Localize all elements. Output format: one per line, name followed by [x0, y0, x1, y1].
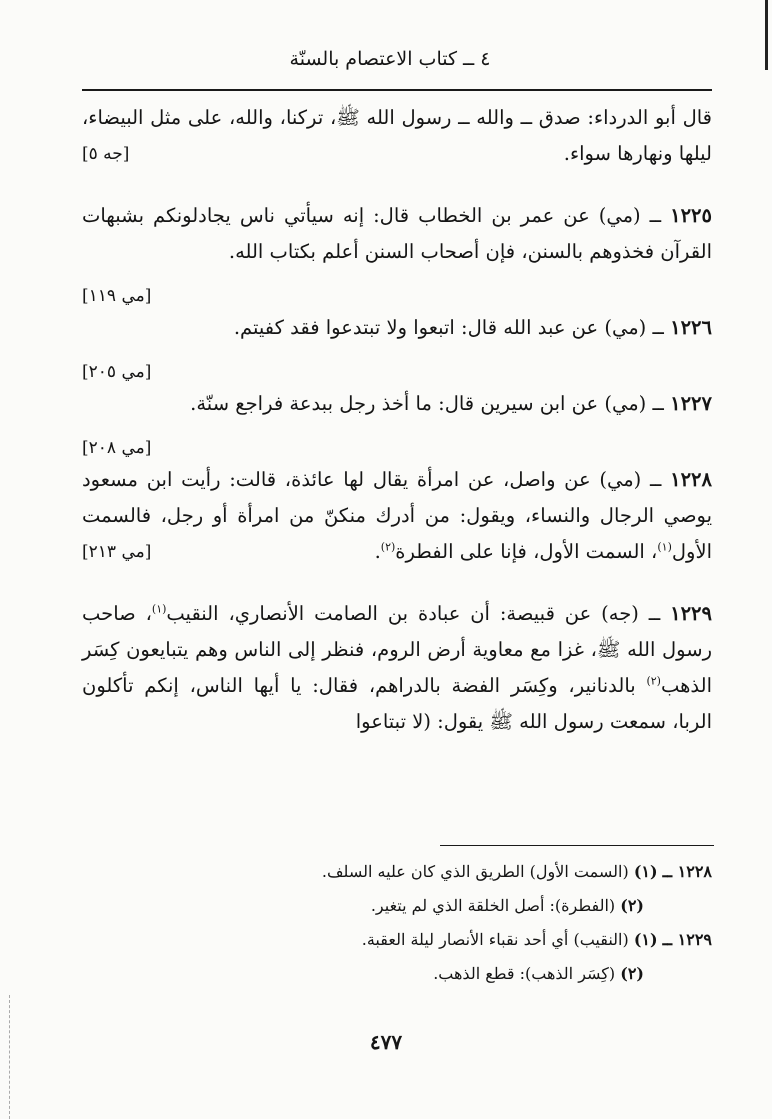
hadith-number: ١٢٢٨	[670, 468, 713, 491]
footnote-hadith-number: ١٢٢٨ ــ	[662, 862, 712, 881]
footnote-item	[82, 957, 712, 991]
footnote-marker[interactable]: (٢)	[380, 540, 396, 554]
source-reference: [مي ٢٠٥]	[82, 362, 152, 382]
hadith-1226	[82, 310, 712, 346]
footnote-text: (الفطرة): أصل الخلقة الذي لم يتغير.	[370, 896, 616, 915]
paragraph-text: ــ (مي) عن عمر بن الخطاب قال: إنه سيأتي ناس يجادلونكم بشبهات القرآن فخذوهم بالسنن، فإن أصحاب السنن أعلم بكتاب الله.	[82, 204, 712, 263]
footnote-mark: (٢)	[620, 964, 644, 983]
paragraph-text: ــ (مي) عن ابن سيرين قال: ما أخذ رجل ببدعة فراجع سنّة.	[190, 392, 664, 415]
footnote-mark: (١)	[633, 862, 658, 881]
source-reference: [مي ١١٩]	[82, 286, 152, 306]
footnote-item	[82, 855, 712, 889]
header-rule	[82, 89, 712, 91]
footnote-hadith-number: ١٢٢٩ ــ	[662, 930, 712, 949]
paragraph-text: ــ (جه) عن قبيصة: أن عبادة بن الصامت الأنصاري، النقيب	[166, 602, 661, 625]
page-edge-line	[765, 0, 768, 70]
hadith-number: ١٢٢٦	[670, 316, 712, 339]
paragraph-text: بالدنانير، وكِسَر الفضة بالدراهم، فقال: يا أيها الناس، إنكم تأكلون الربا، سمعت رسول الله ﷺ يقول: (لا تبتاعوا	[82, 674, 712, 733]
hadith-number: ١٢٢٧	[670, 392, 712, 415]
running-header: ٤ ــ كتاب الاعتصام بالسنّة	[289, 48, 491, 70]
scan-edge-marks	[9, 995, 11, 1119]
footnote-text: (النقيب) أي أحد نقباء الأنصار ليلة العقبة.	[361, 930, 629, 949]
footnote-text: (السمت الأول) الطريق الذي كان عليه السلف.	[321, 862, 629, 881]
footnote-marker[interactable]: (١)	[151, 602, 167, 616]
footnote-item	[82, 923, 712, 957]
source-reference: [جه ٥]	[82, 144, 130, 164]
source-reference: [مي ٢٠٨]	[82, 438, 152, 458]
hadith-1229	[82, 596, 712, 740]
source-reference: [مي ٢١٣]	[82, 542, 152, 562]
main-text	[82, 100, 712, 740]
footnote-marker[interactable]: (١)	[657, 540, 672, 554]
hadith-1225	[82, 198, 712, 270]
footnote-rule	[440, 845, 714, 846]
hadith-number: ١٢٢٩	[670, 602, 713, 625]
paragraph-text: ــ (مي) عن واصل، عن امرأة يقال لها عائذة، قالت: رأيت ابن مسعود يوصي الرجال والنساء، ويقول: من أدرك منكنّ من امرأة أو رجل، فالسمت الأول	[82, 468, 712, 563]
paragraph-text: ، السمت الأول، فإنا على الفطرة	[395, 540, 658, 563]
hadith-number: ١٢٢٥	[670, 204, 712, 227]
hadith-1228	[82, 462, 712, 570]
paragraph-text: ــ (مي) عن عبد الله قال: اتبعوا ولا تبتدعوا فقد كفيتم.	[233, 316, 664, 339]
footnote-text: (كِسَر الذهب): قطع الذهب.	[433, 964, 616, 983]
footnote-marker[interactable]: (٢)	[646, 674, 661, 688]
paragraph-text: ، صاحب رسول الله ﷺ، غزا مع معاوية أرض الروم، فنظر إلى الناس وهم يتبايعون كِسَر الذهب	[82, 602, 712, 697]
footnotes	[82, 855, 712, 991]
footnote-mark: (١)	[633, 930, 658, 949]
paragraph-text: .	[374, 540, 381, 563]
paragraph-continuation	[82, 100, 712, 172]
hadith-1227	[82, 386, 712, 422]
page-number: ٤٧٧	[369, 1030, 403, 1054]
footnote-item	[82, 889, 712, 923]
paragraph-text: قال أبو الدرداء: صدق ــ والله ــ رسول الله ﷺ، تركنا، والله، على مثل البيضاء، ليلها ونهارها سواء.	[82, 106, 712, 165]
footnote-mark: (٢)	[620, 896, 644, 915]
